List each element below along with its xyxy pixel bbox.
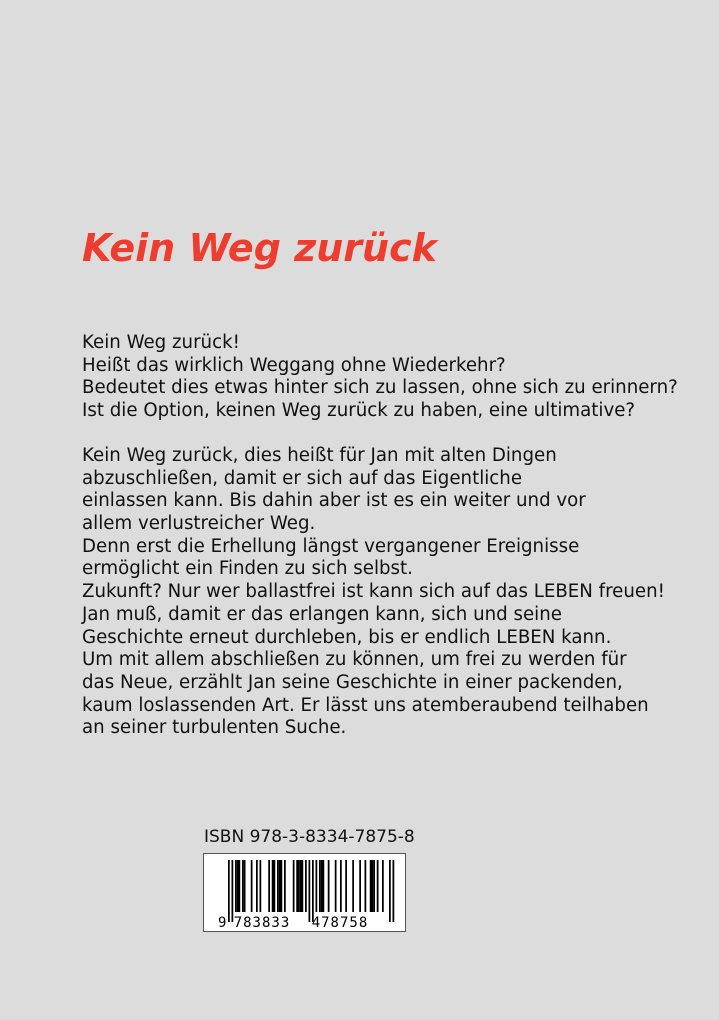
barcode-bar bbox=[370, 860, 372, 912]
barcode-digit-group-right: 478758 bbox=[311, 915, 369, 931]
barcode-bar bbox=[373, 860, 375, 912]
intro-line: Heißt das wirklich Weggang ohne Wiederkehr? bbox=[82, 354, 506, 376]
barcode-bar bbox=[272, 860, 274, 912]
barcode-bar bbox=[382, 860, 384, 912]
barcode-bar bbox=[319, 860, 321, 912]
barcode-bar bbox=[296, 860, 298, 912]
barcode-bar bbox=[302, 860, 304, 912]
blurb-line: kaum loslassenden Art. Er lässt uns atemberaubend teilhaben bbox=[82, 694, 649, 716]
blurb-paragraph bbox=[82, 445, 665, 740]
barcode-bar bbox=[305, 860, 307, 912]
barcode-digit-group-left: 783833 bbox=[233, 915, 291, 931]
barcode-digit-prefix: 9 bbox=[218, 915, 227, 931]
barcode-bar bbox=[359, 860, 361, 912]
barcode-bar bbox=[239, 860, 241, 912]
barcode-bar bbox=[340, 860, 342, 912]
barcode-bars bbox=[228, 860, 394, 922]
barcode-bar bbox=[277, 860, 279, 912]
book-title: Kein Weg zurück bbox=[82, 226, 437, 270]
blurb-line: Jan muß, damit er das erlangen kann, sich und seine bbox=[82, 603, 562, 625]
isbn-barcode bbox=[203, 853, 406, 932]
intro-line: Kein Weg zurück! bbox=[82, 332, 240, 353]
barcode-bar bbox=[345, 860, 347, 912]
barcode-bar bbox=[242, 860, 244, 912]
blurb-line: Zukunft? Nur wer ballastfrei ist kann sich auf das LEBEN freuen! bbox=[82, 581, 665, 603]
barcode-bar bbox=[260, 860, 262, 912]
barcode-bar bbox=[298, 860, 300, 912]
blurb-line: Um mit allem abschließen zu können, um frei zu werden für bbox=[82, 649, 627, 671]
barcode-bar bbox=[237, 860, 239, 912]
barcode-bar bbox=[321, 860, 323, 912]
intro-line: Ist die Option, keinen Weg zurück zu haben, eine ultimative? bbox=[82, 400, 636, 422]
barcode-bar bbox=[256, 860, 258, 912]
barcode-bar bbox=[228, 860, 230, 922]
barcode-bar bbox=[235, 860, 237, 912]
blurb-line: das Neue, erzählt Jan seine Geschichte in einer packenden, bbox=[82, 671, 623, 693]
blurb-line: an seiner turbulenten Suche. bbox=[82, 717, 347, 739]
barcode-bar bbox=[377, 860, 379, 912]
isbn-label: ISBN 978-3-8334-7875-8 bbox=[204, 827, 415, 847]
barcode-bar bbox=[328, 860, 330, 912]
blurb-line: abzuschließen, damit er sich auf das Eigentliche bbox=[82, 467, 523, 489]
barcode-bar bbox=[274, 860, 276, 912]
barcode-bar bbox=[251, 860, 253, 912]
blurb-line: ermöglicht ein Finden zu sich selbst. bbox=[82, 558, 413, 580]
barcode-bar bbox=[279, 860, 281, 912]
blurb-line: Denn erst die Erhellung längst vergangener Ereignisse bbox=[82, 535, 580, 557]
barcode-bar bbox=[268, 860, 270, 912]
barcode-bar bbox=[232, 860, 234, 922]
blurb-line: allem verlustreicher Weg. bbox=[82, 513, 316, 535]
intro-paragraph bbox=[82, 332, 678, 423]
blurb-line: einlassen kann. Bis dahin aber ist es ein weiter und vor bbox=[82, 490, 586, 512]
intro-line: Bedeutet dies etwas hinter sich zu lassen, ohne sich zu erinnern? bbox=[82, 377, 678, 399]
barcode-bar bbox=[352, 860, 354, 912]
barcode-bar bbox=[393, 860, 395, 922]
barcode-bar bbox=[316, 860, 318, 912]
barcode-bar bbox=[335, 860, 337, 912]
barcode-bar bbox=[365, 860, 367, 912]
blurb-line: Geschichte erneut durchleben, bis er endlich LEBEN kann. bbox=[82, 626, 612, 648]
barcode-bar bbox=[323, 860, 325, 912]
barcode-bar bbox=[389, 860, 391, 922]
barcode-bar bbox=[300, 860, 302, 912]
barcode-bar bbox=[372, 860, 374, 912]
barcode-bar bbox=[312, 860, 314, 922]
barcode-bar bbox=[244, 860, 246, 912]
barcode-bar bbox=[309, 860, 311, 922]
barcode-bar bbox=[284, 860, 286, 912]
blurb-line: Kein Weg zurück, dies heißt für Jan mit alten Dingen bbox=[82, 445, 557, 466]
barcode-bar bbox=[293, 860, 295, 912]
barcode-graphic bbox=[204, 854, 405, 931]
barcode-bar bbox=[281, 860, 283, 912]
